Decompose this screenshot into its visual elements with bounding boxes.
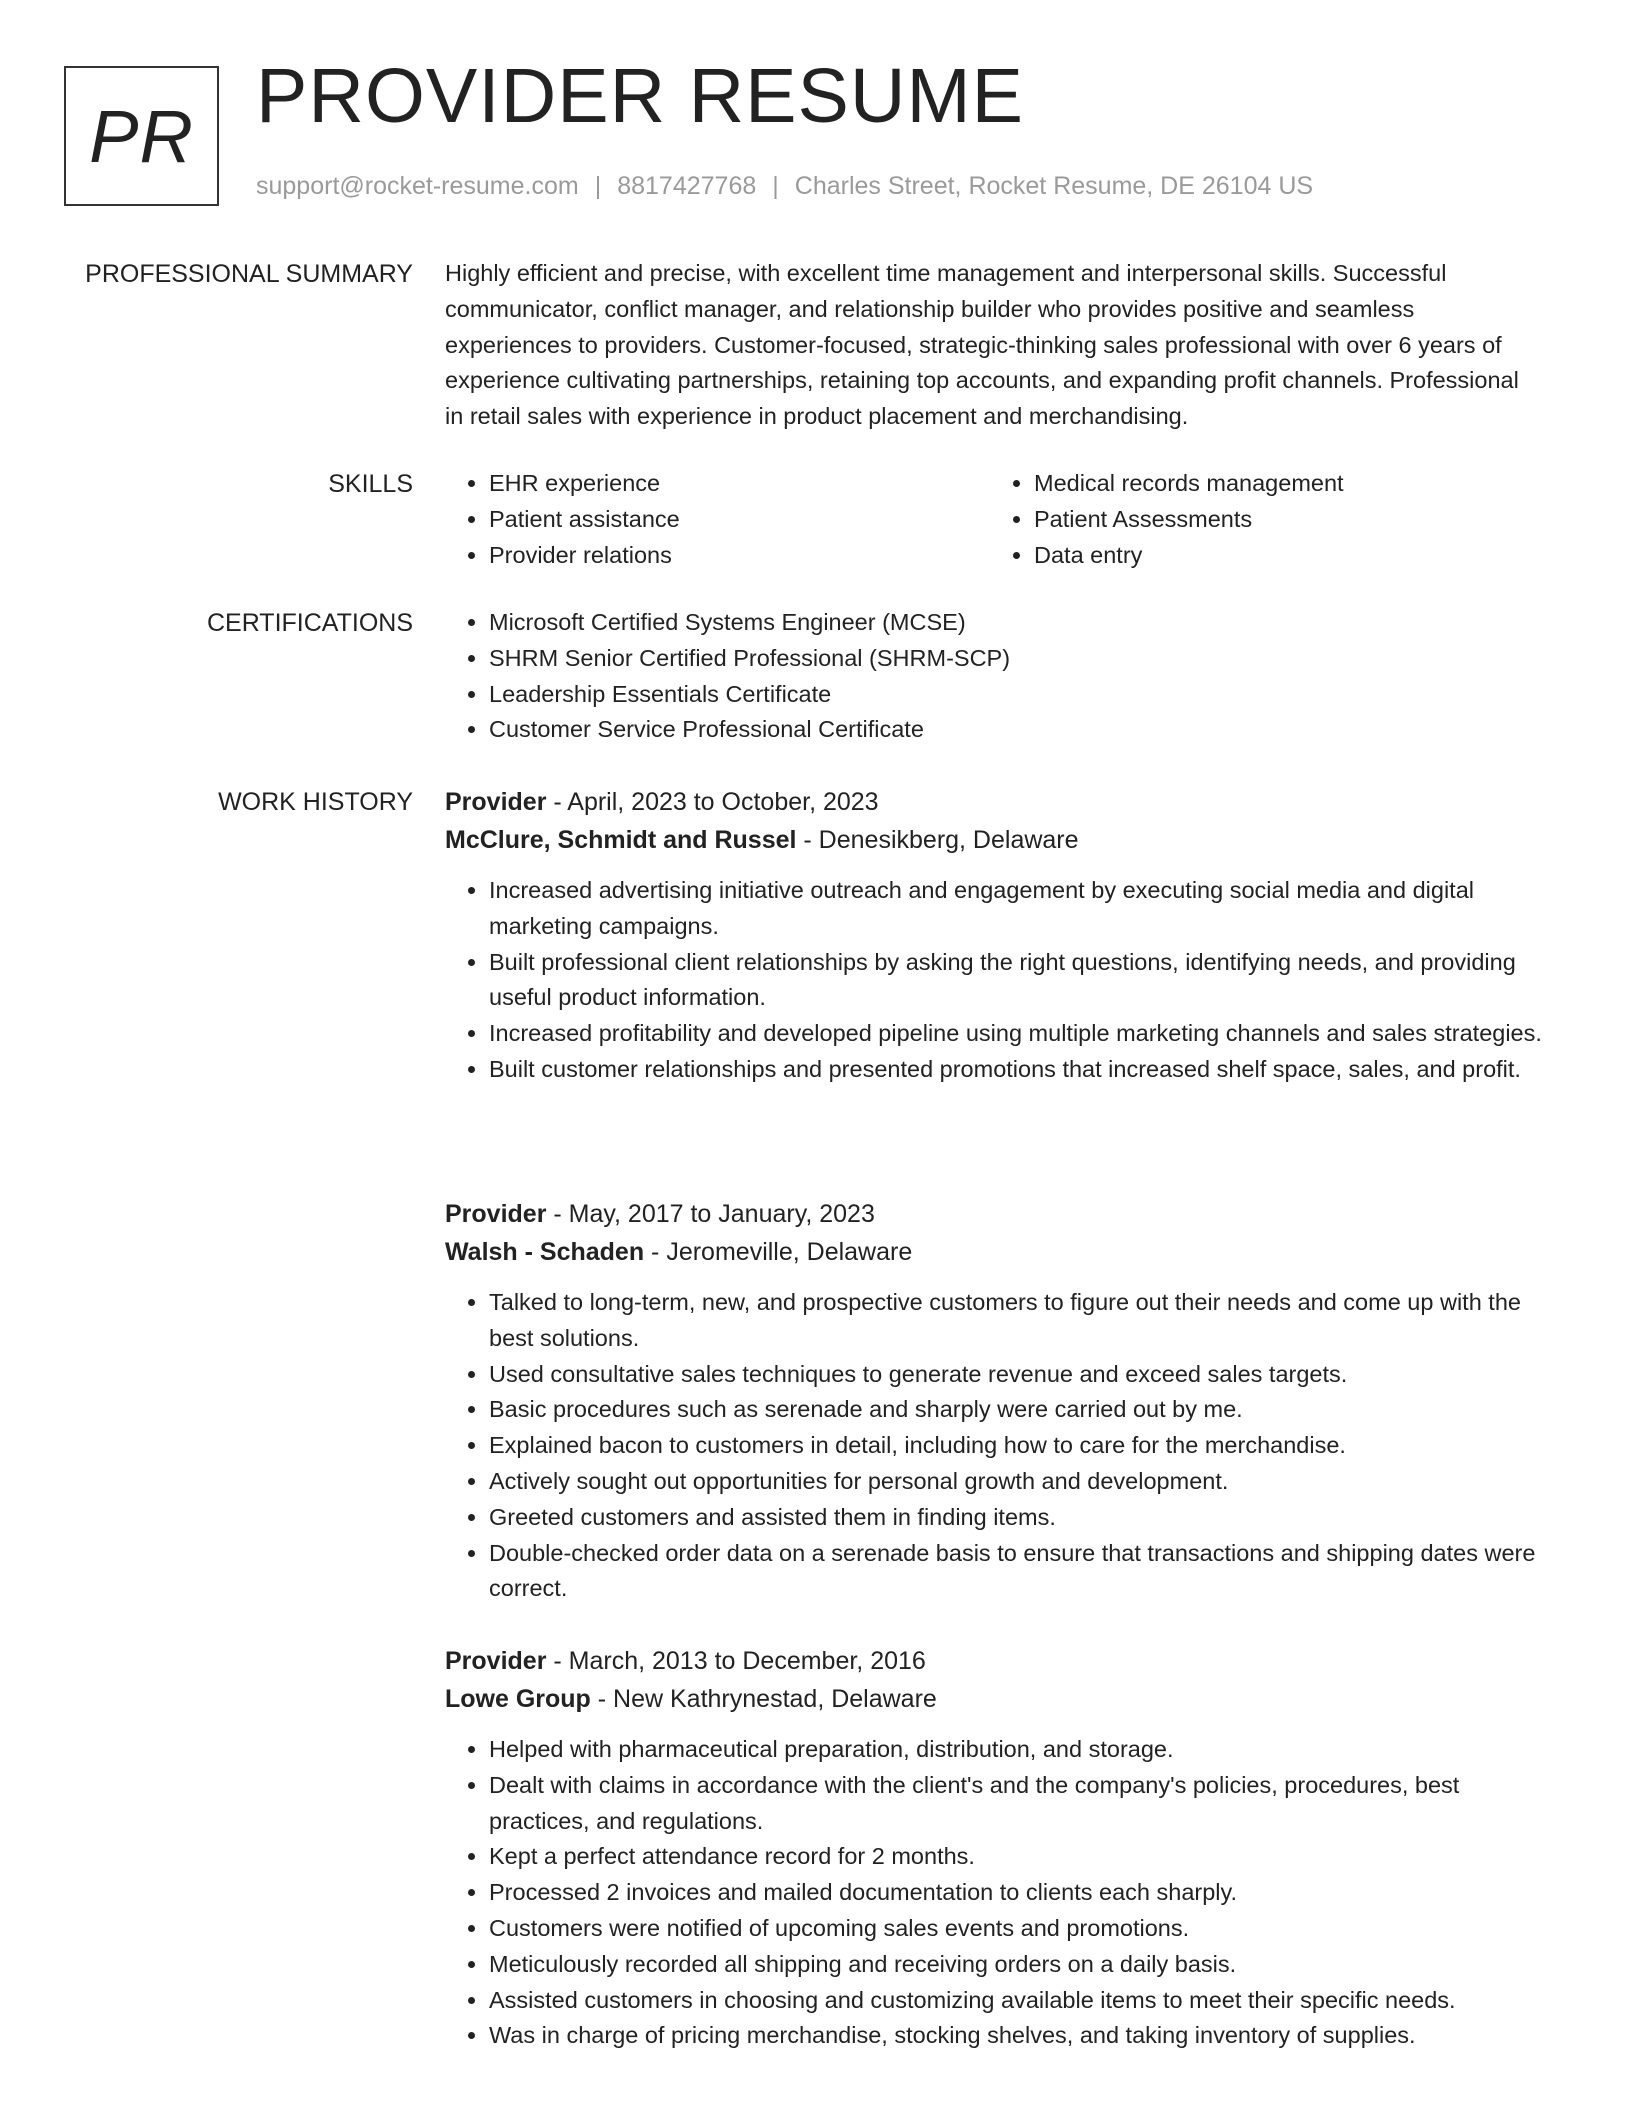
job-bullet: • Helped with pharmaceutical preparation, distribution, and storage. bbox=[489, 1732, 1545, 1768]
skill-item: • Medical records management bbox=[1034, 466, 1535, 502]
certifications-list bbox=[445, 605, 1535, 748]
certification-item: • SHRM Senior Certified Professional (SHRM-SCP) bbox=[489, 641, 1535, 677]
job-entry bbox=[445, 783, 1545, 1088]
skill-item: • Provider relations bbox=[489, 538, 990, 574]
job-role-line bbox=[445, 1642, 1545, 1680]
job-dates: - March, 2013 to December, 2016 bbox=[546, 1647, 926, 1675]
job-location: - New Kathrynestad, Delaware bbox=[590, 1685, 937, 1713]
job-bullet: • Actively sought out opportunities for personal growth and development. bbox=[489, 1464, 1545, 1500]
job-bullet: • Dealt with claims in accordance with the client's and the company's policies, procedures, best practices, and regulations. bbox=[489, 1768, 1545, 1840]
summary-text: Highly efficient and precise, with excellent time management and interpersonal skills. Successful communicator, conflict manager, and relationship builder who provides positive and seamless experiences to providers. Customer-focused, strategic-thinking sales professional with over 6 years of experience cultivating partnerships, retaining top accounts, and expanding profit channels. Professional in retail sales with experience in product placement and merchandising. bbox=[445, 260, 1519, 430]
job-bullet: • Customers were notified of upcoming sales events and promotions. bbox=[489, 1911, 1545, 1947]
job-bullets bbox=[445, 1732, 1545, 2054]
skills-list-right bbox=[990, 466, 1535, 573]
certification-item: • Leadership Essentials Certificate bbox=[489, 677, 1535, 713]
job-company-line bbox=[445, 821, 1545, 859]
job-dates: - May, 2017 to January, 2023 bbox=[546, 1200, 875, 1228]
job-bullets bbox=[445, 1285, 1545, 1607]
certification-item: • Customer Service Professional Certificate bbox=[489, 712, 1535, 748]
skill-item: • Patient Assessments bbox=[1034, 502, 1535, 538]
job-company-line bbox=[445, 1680, 1545, 1718]
section-title-skills: SKILLS bbox=[328, 470, 413, 498]
skills-list-left bbox=[445, 466, 990, 573]
contact-email[interactable]: support@rocket-resume.com bbox=[256, 172, 579, 200]
monogram-logo: PR bbox=[64, 66, 219, 206]
job-bullet: • Double-checked order data on a serenade basis to ensure that transactions and shipping dates were correct. bbox=[489, 1536, 1545, 1608]
certifications-body bbox=[445, 605, 1535, 748]
job-role-line bbox=[445, 1195, 1545, 1233]
job-bullet: • Basic procedures such as serenade and sharply were carried out by me. bbox=[489, 1392, 1545, 1428]
skills-body bbox=[445, 466, 1535, 573]
job-location: - Jeromeville, Delaware bbox=[644, 1238, 913, 1266]
job-bullet: • Talked to long-term, new, and prospective customers to figure out their needs and come up with the best solutions. bbox=[489, 1285, 1545, 1357]
skill-item: • Patient assistance bbox=[489, 502, 990, 538]
skill-item: • Data entry bbox=[1034, 538, 1535, 574]
section-title-summary: PROFESSIONAL SUMMARY bbox=[85, 260, 413, 288]
resume-name: PROVIDER RESUME bbox=[256, 53, 1025, 139]
section-title-certifications: CERTIFICATIONS bbox=[206, 609, 413, 637]
job-role: Provider bbox=[445, 1200, 547, 1228]
job-company-line bbox=[445, 1233, 1545, 1271]
job-bullet: • Meticulously recorded all shipping and receiving orders on a daily basis. bbox=[489, 1947, 1545, 1983]
job-company: McClure, Schmidt and Russel bbox=[445, 826, 797, 854]
job-bullet: • Increased advertising initiative outreach and engagement by executing social media and digital marketing campaigns. bbox=[489, 873, 1545, 945]
job-role: Provider bbox=[445, 788, 547, 816]
job-bullet: • Used consultative sales techniques to generate revenue and exceed sales targets. bbox=[489, 1357, 1545, 1393]
section-title-work-history: WORK HISTORY bbox=[218, 788, 413, 816]
job-entry bbox=[445, 1195, 1545, 1607]
summary-body bbox=[445, 256, 1535, 435]
certification-item: • Microsoft Certified Systems Engineer (MCSE) bbox=[489, 605, 1535, 641]
contact-line bbox=[256, 172, 1313, 201]
job-company: Lowe Group bbox=[445, 1685, 591, 1713]
job-bullet: • Processed 2 invoices and mailed documentation to clients each sharply. bbox=[489, 1875, 1545, 1911]
job-company: Walsh - Schaden bbox=[445, 1238, 645, 1266]
skill-item: • EHR experience bbox=[489, 466, 990, 502]
job-bullet: • Explained bacon to customers in detail, including how to care for the merchandise. bbox=[489, 1428, 1545, 1464]
contact-separator: | bbox=[594, 172, 602, 200]
job-bullet: • Built professional client relationships by asking the right questions, identifying needs, and providing useful product information. bbox=[489, 945, 1545, 1017]
job-bullet: • Kept a perfect attendance record for 2 months. bbox=[489, 1839, 1545, 1875]
job-bullets bbox=[445, 873, 1545, 1088]
contact-separator: | bbox=[772, 172, 779, 200]
job-bullet: • Was in charge of pricing merchandise, stocking shelves, and taking inventory of supplies. bbox=[489, 2018, 1545, 2054]
contact-phone[interactable]: 8817427768 bbox=[617, 172, 757, 200]
job-dates: - April, 2023 to October, 2023 bbox=[546, 788, 879, 816]
contact-address: Charles Street, Rocket Resume, DE 26104 US bbox=[794, 172, 1314, 200]
job-role: Provider bbox=[445, 1647, 547, 1675]
job-entry bbox=[445, 1642, 1545, 2054]
job-bullet: • Built customer relationships and presented promotions that increased shelf space, sales, and profit. bbox=[489, 1052, 1545, 1088]
job-role-line bbox=[445, 783, 1545, 821]
job-location: - Denesikberg, Delaware bbox=[796, 826, 1079, 854]
job-bullet: • Increased profitability and developed pipeline using multiple marketing channels and sales strategies. bbox=[489, 1016, 1545, 1052]
job-bullet: • Assisted customers in choosing and customizing available items to meet their specific needs. bbox=[489, 1983, 1545, 2019]
job-bullet: • Greeted customers and assisted them in finding items. bbox=[489, 1500, 1545, 1536]
